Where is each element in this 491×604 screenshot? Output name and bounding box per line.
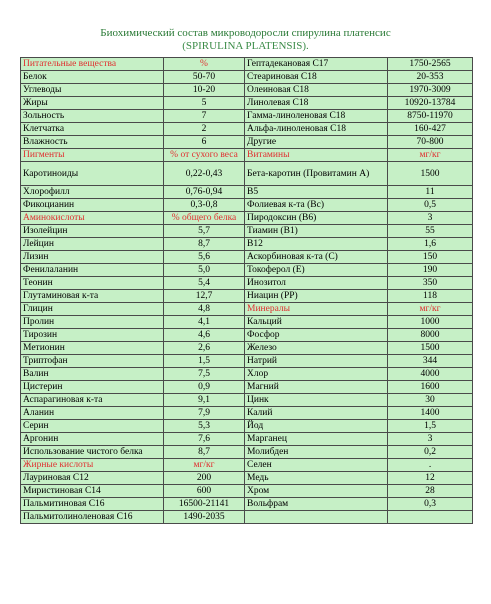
- nutrient-name-cell: Глутаминовая к-та: [21, 290, 164, 303]
- nutrient-value-cell: 8000: [388, 329, 473, 342]
- table-row: [21, 446, 473, 459]
- nutrient-value-cell: 0,5: [388, 199, 473, 212]
- nutrient-value-cell: 5,3: [164, 420, 245, 433]
- nutrient-value-cell: 10-20: [164, 84, 245, 97]
- nutrient-name-cell: В12: [245, 238, 388, 251]
- title-line-1: Биохимический состав микроводоросли спирулина платенсис: [100, 27, 391, 39]
- table-row: [21, 342, 473, 355]
- nutrient-name-cell: Цинк: [245, 394, 388, 407]
- nutrient-name-cell: Гамма-линоленовая С18: [245, 110, 388, 123]
- nutrient-value-cell: 200: [164, 472, 245, 485]
- nutrient-name-cell: Аспарагиновая к-та: [21, 394, 164, 407]
- table-row: [21, 71, 473, 84]
- nutrient-value-cell: мг/кг: [388, 303, 473, 316]
- nutrient-value-cell: 0,22-0,43: [164, 162, 245, 186]
- nutrient-name-cell: Кальций: [245, 316, 388, 329]
- nutrient-value-cell: 7,9: [164, 407, 245, 420]
- nutrient-name-cell: Пиродоксин (В6): [245, 212, 388, 225]
- nutrient-value-cell: 8,7: [164, 446, 245, 459]
- nutrient-value-cell: 1970-3009: [388, 84, 473, 97]
- nutrient-name-cell: Аргонин: [21, 433, 164, 446]
- table-row: [21, 238, 473, 251]
- nutrient-value-cell: 0,9: [164, 381, 245, 394]
- nutrient-value-cell: .: [388, 459, 473, 472]
- nutrient-value-cell: мг/кг: [388, 149, 473, 162]
- table-row: [21, 368, 473, 381]
- table-row: [21, 97, 473, 110]
- table-row: [21, 84, 473, 97]
- nutrient-name-cell: Ниацин (РР): [245, 290, 388, 303]
- nutrient-name-cell: Хлор: [245, 368, 388, 381]
- nutrient-value-cell: 10920-13784: [388, 97, 473, 110]
- nutrient-name-cell: Аминокислоты: [21, 212, 164, 225]
- nutrient-name-cell: Глицин: [21, 303, 164, 316]
- nutrient-value-cell: 1,5: [164, 355, 245, 368]
- nutrient-name-cell: Железо: [245, 342, 388, 355]
- nutrient-name-cell: Минералы: [245, 303, 388, 316]
- nutrient-value-cell: 3: [388, 433, 473, 446]
- nutrient-value-cell: 5: [164, 97, 245, 110]
- nutrient-name-cell: Пигменты: [21, 149, 164, 162]
- nutrient-value-cell: 1600: [388, 381, 473, 394]
- nutrient-name-cell: Фенилаланин: [21, 264, 164, 277]
- table-row: [21, 225, 473, 238]
- title-line-2: (SPIRULINA PLATENSIS).: [182, 40, 309, 52]
- nutrient-value-cell: 50-70: [164, 71, 245, 84]
- nutrient-name-cell: Миристиновая С14: [21, 485, 164, 498]
- nutrient-value-cell: 2,6: [164, 342, 245, 355]
- nutrient-name-cell: Питательные вещества: [21, 58, 164, 71]
- nutrient-name-cell: Метионин: [21, 342, 164, 355]
- nutrient-name-cell: Аланин: [21, 407, 164, 420]
- nutrient-name-cell: Изолейцин: [21, 225, 164, 238]
- nutrient-value-cell: 190: [388, 264, 473, 277]
- nutrient-name-cell: Влажность: [21, 136, 164, 149]
- nutrient-name-cell: Линолевая С18: [245, 97, 388, 110]
- nutrient-value-cell: 4000: [388, 368, 473, 381]
- nutrient-name-cell: [245, 511, 388, 524]
- nutrient-name-cell: Цистерин: [21, 381, 164, 394]
- nutrient-name-cell: Лейцин: [21, 238, 164, 251]
- table-row: [21, 394, 473, 407]
- nutrient-name-cell: Альфа-линоленовая С18: [245, 123, 388, 136]
- table-row: [21, 407, 473, 420]
- nutrient-value-cell: 0,76-0,94: [164, 186, 245, 199]
- table-row: [21, 58, 473, 71]
- table-row: [21, 123, 473, 136]
- nutrient-name-cell: Гептадекановая С17: [245, 58, 388, 71]
- table-row: [21, 110, 473, 123]
- nutrient-value-cell: 6: [164, 136, 245, 149]
- table-row: [21, 149, 473, 162]
- nutrient-name-cell: Натрий: [245, 355, 388, 368]
- nutrient-name-cell: Тиамин (В1): [245, 225, 388, 238]
- nutrient-name-cell: Хлорофилл: [21, 186, 164, 199]
- table-row: [21, 162, 473, 186]
- nutrient-name-cell: Триптофан: [21, 355, 164, 368]
- nutrient-name-cell: Олеиновая С18: [245, 84, 388, 97]
- nutrient-name-cell: Марганец: [245, 433, 388, 446]
- table-row: [21, 329, 473, 342]
- nutrient-name-cell: Использование чистого белка: [21, 446, 164, 459]
- nutrient-value-cell: 1400: [388, 407, 473, 420]
- nutrient-name-cell: Фосфор: [245, 329, 388, 342]
- nutrient-value-cell: 8,7: [164, 238, 245, 251]
- table-row: [21, 277, 473, 290]
- nutrient-value-cell: 118: [388, 290, 473, 303]
- nutrient-name-cell: Токоферол (Е): [245, 264, 388, 277]
- nutrient-value-cell: мг/кг: [164, 459, 245, 472]
- nutrient-value-cell: 30: [388, 394, 473, 407]
- nutrient-value-cell: 7: [164, 110, 245, 123]
- nutrient-name-cell: Бета-каротин (Провитамин А): [245, 162, 388, 186]
- table-row: [21, 264, 473, 277]
- nutrient-name-cell: Хром: [245, 485, 388, 498]
- nutrient-value-cell: 0,3: [388, 498, 473, 511]
- nutrient-name-cell: Молибден: [245, 446, 388, 459]
- table-row: [21, 472, 473, 485]
- nutrient-value-cell: 3: [388, 212, 473, 225]
- nutrient-name-cell: Фолиевая к-та (Вс): [245, 199, 388, 212]
- nutrient-name-cell: Каротиноиды: [21, 162, 164, 186]
- nutrient-name-cell: Жиры: [21, 97, 164, 110]
- nutrient-name-cell: Фикоцианин: [21, 199, 164, 212]
- nutrient-value-cell: 350: [388, 277, 473, 290]
- nutrient-name-cell: Тирозин: [21, 329, 164, 342]
- table-row: [21, 433, 473, 446]
- table-row: [21, 381, 473, 394]
- nutrient-name-cell: Теонин: [21, 277, 164, 290]
- nutrient-name-cell: Белок: [21, 71, 164, 84]
- nutrient-name-cell: Серин: [21, 420, 164, 433]
- nutrient-value-cell: [388, 511, 473, 524]
- table-row: [21, 420, 473, 433]
- table-row: [21, 316, 473, 329]
- composition-table: [20, 57, 473, 524]
- nutrient-name-cell: Углеводы: [21, 84, 164, 97]
- nutrient-value-cell: 5,7: [164, 225, 245, 238]
- nutrient-value-cell: 55: [388, 225, 473, 238]
- table-row: [21, 459, 473, 472]
- nutrient-value-cell: 1490-2035: [164, 511, 245, 524]
- table-row: [21, 355, 473, 368]
- nutrient-name-cell: Вольфрам: [245, 498, 388, 511]
- nutrient-name-cell: Зольность: [21, 110, 164, 123]
- nutrient-value-cell: 1,5: [388, 420, 473, 433]
- nutrient-name-cell: Витамины: [245, 149, 388, 162]
- nutrient-value-cell: 0,2: [388, 446, 473, 459]
- table-row: [21, 511, 473, 524]
- nutrient-value-cell: % общего белка: [164, 212, 245, 225]
- nutrient-name-cell: Пролин: [21, 316, 164, 329]
- nutrient-name-cell: Стеариновая С18: [245, 71, 388, 84]
- nutrient-value-cell: 20-353: [388, 71, 473, 84]
- nutrient-value-cell: 5,6: [164, 251, 245, 264]
- nutrient-value-cell: 600: [164, 485, 245, 498]
- nutrient-value-cell: 1000: [388, 316, 473, 329]
- nutrient-name-cell: В5: [245, 186, 388, 199]
- nutrient-value-cell: % от сухого веса: [164, 149, 245, 162]
- nutrient-value-cell: 8750-11970: [388, 110, 473, 123]
- nutrient-value-cell: 5,4: [164, 277, 245, 290]
- nutrient-value-cell: 2: [164, 123, 245, 136]
- nutrient-name-cell: Клетчатка: [21, 123, 164, 136]
- nutrient-value-cell: 1500: [388, 162, 473, 186]
- nutrient-value-cell: 28: [388, 485, 473, 498]
- table-row: [21, 498, 473, 511]
- nutrient-value-cell: 70-800: [388, 136, 473, 149]
- nutrient-value-cell: 12,7: [164, 290, 245, 303]
- nutrient-value-cell: %: [164, 58, 245, 71]
- nutrient-value-cell: 4,1: [164, 316, 245, 329]
- table-row: [21, 303, 473, 316]
- table-title: [0, 27, 491, 53]
- nutrient-value-cell: 11: [388, 186, 473, 199]
- nutrient-name-cell: Другие: [245, 136, 388, 149]
- nutrient-name-cell: Валин: [21, 368, 164, 381]
- nutrient-name-cell: Йод: [245, 420, 388, 433]
- nutrient-name-cell: Аскорбиновая к-та (С): [245, 251, 388, 264]
- composition-table-body: [21, 58, 473, 524]
- nutrient-name-cell: Медь: [245, 472, 388, 485]
- nutrient-value-cell: 344: [388, 355, 473, 368]
- nutrient-name-cell: Инозитол: [245, 277, 388, 290]
- nutrient-value-cell: 4,6: [164, 329, 245, 342]
- table-row: [21, 136, 473, 149]
- nutrient-value-cell: 150: [388, 251, 473, 264]
- table-row: [21, 485, 473, 498]
- nutrient-value-cell: 5,0: [164, 264, 245, 277]
- table-row: [21, 186, 473, 199]
- nutrient-name-cell: Пальмитолиноленовая С16: [21, 511, 164, 524]
- nutrient-value-cell: 16500-21141: [164, 498, 245, 511]
- nutrient-value-cell: 4,8: [164, 303, 245, 316]
- nutrient-value-cell: 160-427: [388, 123, 473, 136]
- nutrient-name-cell: Селен: [245, 459, 388, 472]
- nutrient-value-cell: 7,5: [164, 368, 245, 381]
- nutrient-name-cell: Лизин: [21, 251, 164, 264]
- nutrient-name-cell: Калий: [245, 407, 388, 420]
- nutrient-name-cell: Магний: [245, 381, 388, 394]
- table-row: [21, 251, 473, 264]
- nutrient-value-cell: 9,1: [164, 394, 245, 407]
- nutrient-name-cell: Лауриновая С12: [21, 472, 164, 485]
- table-row: [21, 199, 473, 212]
- nutrient-name-cell: Пальмитиновая С16: [21, 498, 164, 511]
- table-row: [21, 290, 473, 303]
- table-row: [21, 212, 473, 225]
- nutrient-value-cell: 7,6: [164, 433, 245, 446]
- nutrient-value-cell: 1750-2565: [388, 58, 473, 71]
- nutrient-value-cell: 1,6: [388, 238, 473, 251]
- nutrient-value-cell: 0,3-0,8: [164, 199, 245, 212]
- nutrient-value-cell: 1500: [388, 342, 473, 355]
- nutrient-value-cell: 12: [388, 472, 473, 485]
- nutrient-name-cell: Жирные кислоты: [21, 459, 164, 472]
